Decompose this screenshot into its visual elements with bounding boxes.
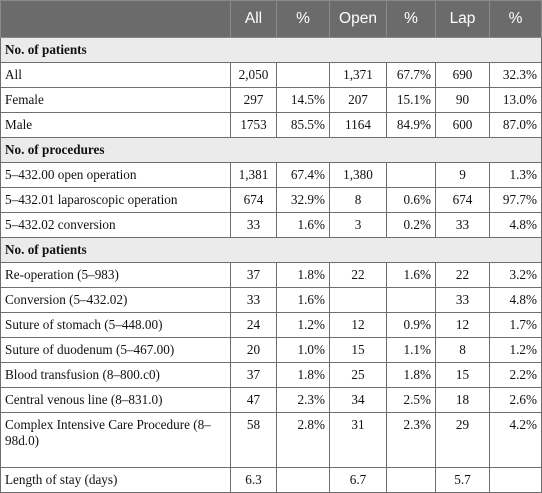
cell-all: 1753 xyxy=(231,113,277,138)
cell-open-pct: 0.6% xyxy=(387,188,436,213)
cell-lap-pct: 4.8% xyxy=(490,288,542,313)
cell-lap-pct: 1.3% xyxy=(490,163,542,188)
cell-open: 22 xyxy=(330,263,387,288)
cell-all-pct: 32.9% xyxy=(277,188,330,213)
cell-open: 3 xyxy=(330,213,387,238)
cell-lap: 600 xyxy=(436,113,490,138)
cell-open-pct: 1.6% xyxy=(387,263,436,288)
cell-lap-pct: 2.2% xyxy=(490,363,542,388)
cell-all-pct xyxy=(277,63,330,88)
cell-lap: 5.7 xyxy=(436,468,490,493)
cell-open xyxy=(330,288,387,313)
cell-all: 24 xyxy=(231,313,277,338)
cell-lap: 90 xyxy=(436,88,490,113)
cell-open-pct: 1.1% xyxy=(387,338,436,363)
cell-all: 2,050 xyxy=(231,63,277,88)
cell-all-pct: 1.6% xyxy=(277,213,330,238)
row-label: Central venous line (8–831.0) xyxy=(1,388,231,413)
cell-all: 1,381 xyxy=(231,163,277,188)
cell-open-pct xyxy=(387,163,436,188)
cell-open: 25 xyxy=(330,363,387,388)
cell-open: 1,371 xyxy=(330,63,387,88)
cell-open-pct: 84.9% xyxy=(387,113,436,138)
section-header-row xyxy=(1,138,542,163)
section-title: No. of procedures xyxy=(1,138,542,163)
cell-lap-pct: 13.0% xyxy=(490,88,542,113)
cell-lap: 18 xyxy=(436,388,490,413)
row-label: 5–432.01 laparoscopic operation xyxy=(1,188,231,213)
table-row xyxy=(1,413,542,468)
cell-open: 31 xyxy=(330,413,387,468)
row-label: Suture of duodenum (5–467.00) xyxy=(1,338,231,363)
cell-open: 15 xyxy=(330,338,387,363)
cell-open: 1164 xyxy=(330,113,387,138)
cell-all: 37 xyxy=(231,363,277,388)
header-cell-all-pct: % xyxy=(277,1,330,38)
row-label: All xyxy=(1,63,231,88)
cell-all: 33 xyxy=(231,288,277,313)
cell-lap: 674 xyxy=(436,188,490,213)
table-row xyxy=(1,188,542,213)
row-label: 5–432.00 open operation xyxy=(1,163,231,188)
table-body xyxy=(1,38,542,493)
cell-lap: 690 xyxy=(436,63,490,88)
cell-open: 207 xyxy=(330,88,387,113)
cell-open: 1,380 xyxy=(330,163,387,188)
header-cell-open-pct: % xyxy=(387,1,436,38)
cell-open-pct: 15.1% xyxy=(387,88,436,113)
cell-all: 37 xyxy=(231,263,277,288)
cell-all-pct: 2.8% xyxy=(277,413,330,468)
cell-lap: 33 xyxy=(436,213,490,238)
section-header-row xyxy=(1,238,542,263)
cell-lap-pct: 97.7% xyxy=(490,188,542,213)
cell-all-pct: 1.6% xyxy=(277,288,330,313)
cell-lap-pct: 2.6% xyxy=(490,388,542,413)
cell-open-pct: 2.3% xyxy=(387,413,436,468)
cell-lap-pct: 32.3% xyxy=(490,63,542,88)
table-row xyxy=(1,263,542,288)
table-row xyxy=(1,213,542,238)
table-row xyxy=(1,163,542,188)
cell-lap: 22 xyxy=(436,263,490,288)
row-label: Conversion (5–432.02) xyxy=(1,288,231,313)
cell-open-pct: 0.9% xyxy=(387,313,436,338)
row-label: Complex Intensive Care Procedure (8–98d.0) xyxy=(1,413,231,468)
row-label: Blood transfusion (8–800.c0) xyxy=(1,363,231,388)
cell-open-pct: 1.8% xyxy=(387,363,436,388)
header-cell-open: Open xyxy=(330,1,387,38)
section-title: No. of patients xyxy=(1,238,542,263)
row-label: Male xyxy=(1,113,231,138)
table-row xyxy=(1,63,542,88)
table-row xyxy=(1,388,542,413)
row-label: Female xyxy=(1,88,231,113)
cell-open: 6.7 xyxy=(330,468,387,493)
table-row xyxy=(1,88,542,113)
cell-all-pct: 1.8% xyxy=(277,263,330,288)
header-cell-lap: Lap xyxy=(436,1,490,38)
header-row xyxy=(1,1,542,38)
cell-lap-pct: 4.8% xyxy=(490,213,542,238)
cell-all-pct: 67.4% xyxy=(277,163,330,188)
section-title: No. of patients xyxy=(1,38,542,63)
cell-lap-pct: 1.7% xyxy=(490,313,542,338)
cell-all: 58 xyxy=(231,413,277,468)
cell-open-pct: 2.5% xyxy=(387,388,436,413)
cell-lap: 29 xyxy=(436,413,490,468)
table-row xyxy=(1,313,542,338)
cell-lap-pct: 1.2% xyxy=(490,338,542,363)
cell-open-pct xyxy=(387,468,436,493)
row-label: 5–432.02 conversion xyxy=(1,213,231,238)
cell-all-pct: 14.5% xyxy=(277,88,330,113)
cell-all-pct xyxy=(277,468,330,493)
cell-open-pct: 0.2% xyxy=(387,213,436,238)
table-row xyxy=(1,338,542,363)
cell-lap: 8 xyxy=(436,338,490,363)
cell-lap-pct: 3.2% xyxy=(490,263,542,288)
cell-lap-pct: 4.2% xyxy=(490,413,542,468)
header-cell-all: All xyxy=(231,1,277,38)
cell-all: 20 xyxy=(231,338,277,363)
cell-open: 8 xyxy=(330,188,387,213)
cell-open: 34 xyxy=(330,388,387,413)
cell-all: 297 xyxy=(231,88,277,113)
cell-open: 12 xyxy=(330,313,387,338)
cell-lap-pct: 87.0% xyxy=(490,113,542,138)
row-label: Re-operation (5–983) xyxy=(1,263,231,288)
row-label: Length of stay (days) xyxy=(1,468,231,493)
cell-all-pct: 1.2% xyxy=(277,313,330,338)
cell-lap: 33 xyxy=(436,288,490,313)
cell-lap: 15 xyxy=(436,363,490,388)
cell-lap: 9 xyxy=(436,163,490,188)
cell-all: 6.3 xyxy=(231,468,277,493)
cell-all-pct: 1.8% xyxy=(277,363,330,388)
cell-all-pct: 1.0% xyxy=(277,338,330,363)
cell-all: 33 xyxy=(231,213,277,238)
cell-lap: 12 xyxy=(436,313,490,338)
table-row xyxy=(1,363,542,388)
cell-open-pct: 67.7% xyxy=(387,63,436,88)
cell-lap-pct xyxy=(490,468,542,493)
cell-open-pct xyxy=(387,288,436,313)
cell-all: 674 xyxy=(231,188,277,213)
table-row xyxy=(1,288,542,313)
row-label: Suture of stomach (5–448.00) xyxy=(1,313,231,338)
section-header-row xyxy=(1,38,542,63)
header-cell-label xyxy=(1,1,231,38)
cell-all: 47 xyxy=(231,388,277,413)
table-row xyxy=(1,468,542,493)
table-row xyxy=(1,113,542,138)
header-cell-lap-pct: % xyxy=(490,1,542,38)
cell-all-pct: 2.3% xyxy=(277,388,330,413)
cell-all-pct: 85.5% xyxy=(277,113,330,138)
